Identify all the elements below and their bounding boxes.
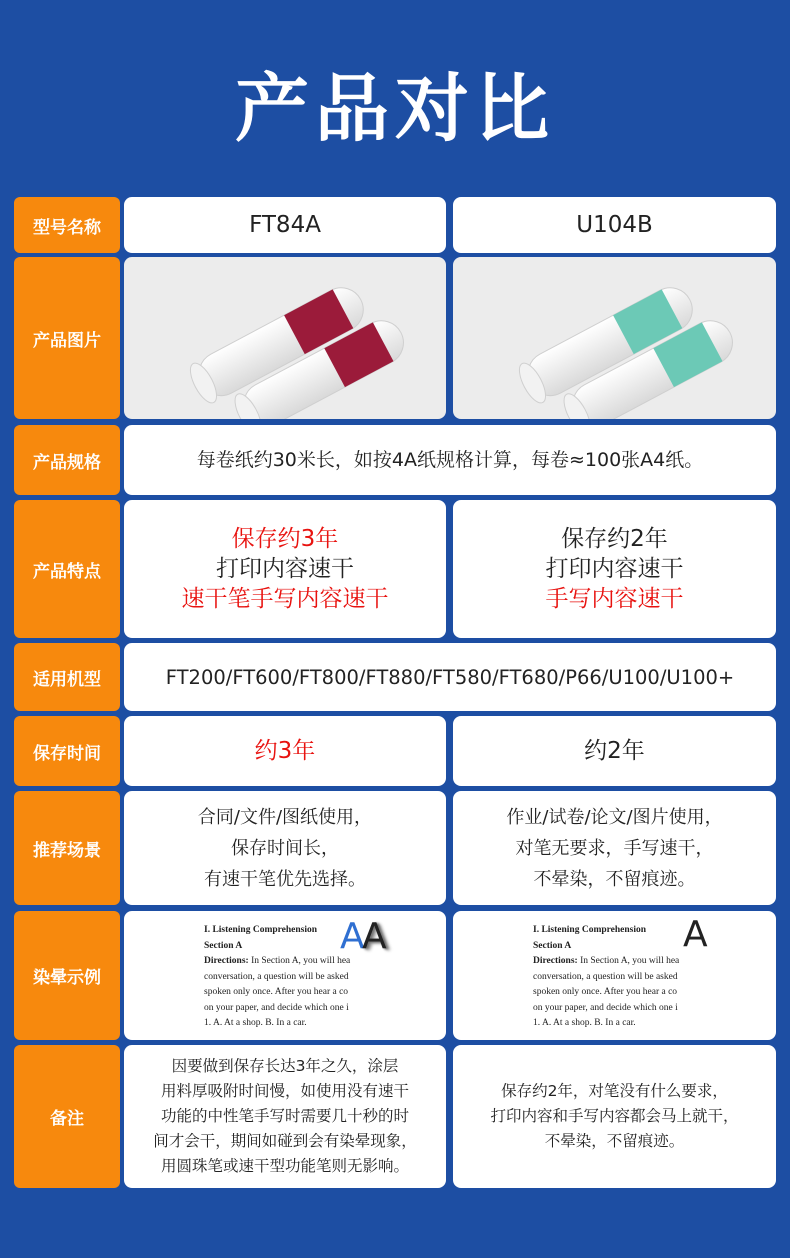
label-model: 型号名称 <box>14 197 120 253</box>
row-models <box>14 643 776 711</box>
notes-ft84a <box>124 1045 446 1188</box>
handwritten-a-smudged: A <box>362 916 387 957</box>
label-scene: 推荐场景 <box>14 791 120 905</box>
doc-directions: Directions: In Section A, you will hea <box>533 956 680 966</box>
sample-document <box>533 923 708 1032</box>
label-notes: 备注 <box>14 1045 120 1188</box>
doc-line: on your paper, and decide which one i <box>533 1002 678 1013</box>
smudge-sample-ft84a <box>124 911 446 1040</box>
label-spec: 产品规格 <box>14 425 120 495</box>
scene-b-1: 作业/试卷/论文/图片使用， <box>506 806 723 828</box>
model-ft84a: FT84A <box>124 197 446 253</box>
page-title: 产品对比 <box>235 66 555 152</box>
doc-line: spoken only once. After you hear a co <box>204 987 349 997</box>
note-a-2: 用料厚吸附时间慢，如使用没有速干 <box>160 1082 409 1100</box>
label-smudge: 染晕示例 <box>14 911 120 1040</box>
note-b-2: 打印内容和手写内容都会马上就干， <box>490 1107 739 1125</box>
doc-heading: I. Listening Comprehension <box>204 925 318 935</box>
scene-u104b <box>453 791 776 905</box>
doc-line: conversation, a question will be asked <box>533 971 678 982</box>
scene-a-3: 有速干笔优先选择。 <box>204 868 366 890</box>
doc-line: conversation, a question will be asked <box>204 971 349 982</box>
handwritten-a-blue: A <box>340 916 365 957</box>
paper-roll-green-image <box>453 257 776 419</box>
doc-section: Section A <box>204 940 243 951</box>
row-scene <box>14 791 776 905</box>
row-feature <box>14 500 776 638</box>
storage-ft84a: 约3年 <box>124 716 446 786</box>
features-u104b <box>453 500 776 638</box>
row-image <box>14 257 776 419</box>
smudge-sample-u104b <box>453 911 776 1040</box>
doc-heading: I. Listening Comprehension <box>533 925 647 935</box>
feature-a-1: 保存约3年 <box>231 526 339 552</box>
feature-b-3: 手写内容速干 <box>545 586 684 612</box>
features-ft84a <box>124 500 446 638</box>
handwritten-a-clean: A <box>683 914 708 955</box>
scene-a-1: 合同/文件/图纸使用， <box>197 806 373 828</box>
row-notes <box>14 1045 776 1188</box>
note-a-3: 功能的中性笔手写时需要几十秒的时 <box>160 1107 409 1125</box>
doc-directions: Directions: In Section A, you will hea <box>204 956 351 966</box>
note-a-1: 因要做到保存长达3年之久，涂层 <box>171 1057 399 1075</box>
row-model <box>14 197 776 253</box>
notes-u104b <box>453 1045 776 1188</box>
model-u104b: U104B <box>453 197 776 253</box>
scene-a-2: 保存时间长， <box>231 837 339 859</box>
models-text: FT200/FT600/FT800/FT880/FT580/FT680/P66/U100/U100+ <box>124 643 776 711</box>
label-storage: 保存时间 <box>14 716 120 786</box>
label-image: 产品图片 <box>14 257 120 419</box>
feature-b-2: 打印内容速干 <box>545 556 684 582</box>
note-a-5: 用圆珠笔或速干型功能笔则无影响。 <box>160 1157 409 1175</box>
label-feature: 产品特点 <box>14 500 120 638</box>
doc-section: Section A <box>533 940 572 951</box>
scene-b-2: 对笔无要求，手写速干， <box>515 837 714 859</box>
scene-ft84a <box>124 791 446 905</box>
note-b-1: 保存约2年，对笔没有什么要求， <box>501 1082 728 1100</box>
doc-line: on your paper, and decide which one i <box>204 1002 349 1013</box>
row-smudge <box>14 911 776 1040</box>
note-a-4: 间才会干，期间如碰到会有染晕现象， <box>153 1132 417 1150</box>
storage-u104b: 约2年 <box>453 716 776 786</box>
row-spec <box>14 425 776 495</box>
scene-b-3: 不晕染，不留痕迹。 <box>533 868 696 890</box>
row-storage <box>14 716 776 786</box>
feature-a-3: 速干笔手写内容速干 <box>181 586 389 612</box>
note-b-3: 不晕染，不留痕迹。 <box>544 1132 685 1150</box>
product-image-u104b <box>453 257 776 419</box>
doc-line: spoken only once. After you hear a co <box>533 987 678 997</box>
spec-text: 每卷纸约30米长，如按4A纸规格计算，每卷≈100张A4纸。 <box>124 425 776 495</box>
product-image-ft84a <box>124 257 446 419</box>
doc-options: 1. A. At a shop. B. In a car. <box>204 1018 307 1028</box>
feature-a-2: 打印内容速干 <box>216 556 354 582</box>
paper-roll-red-image <box>124 257 446 419</box>
feature-b-1: 保存约2年 <box>561 526 668 552</box>
label-models: 适用机型 <box>14 643 120 711</box>
doc-options: 1. A. At a shop. B. In a car. <box>533 1018 636 1028</box>
